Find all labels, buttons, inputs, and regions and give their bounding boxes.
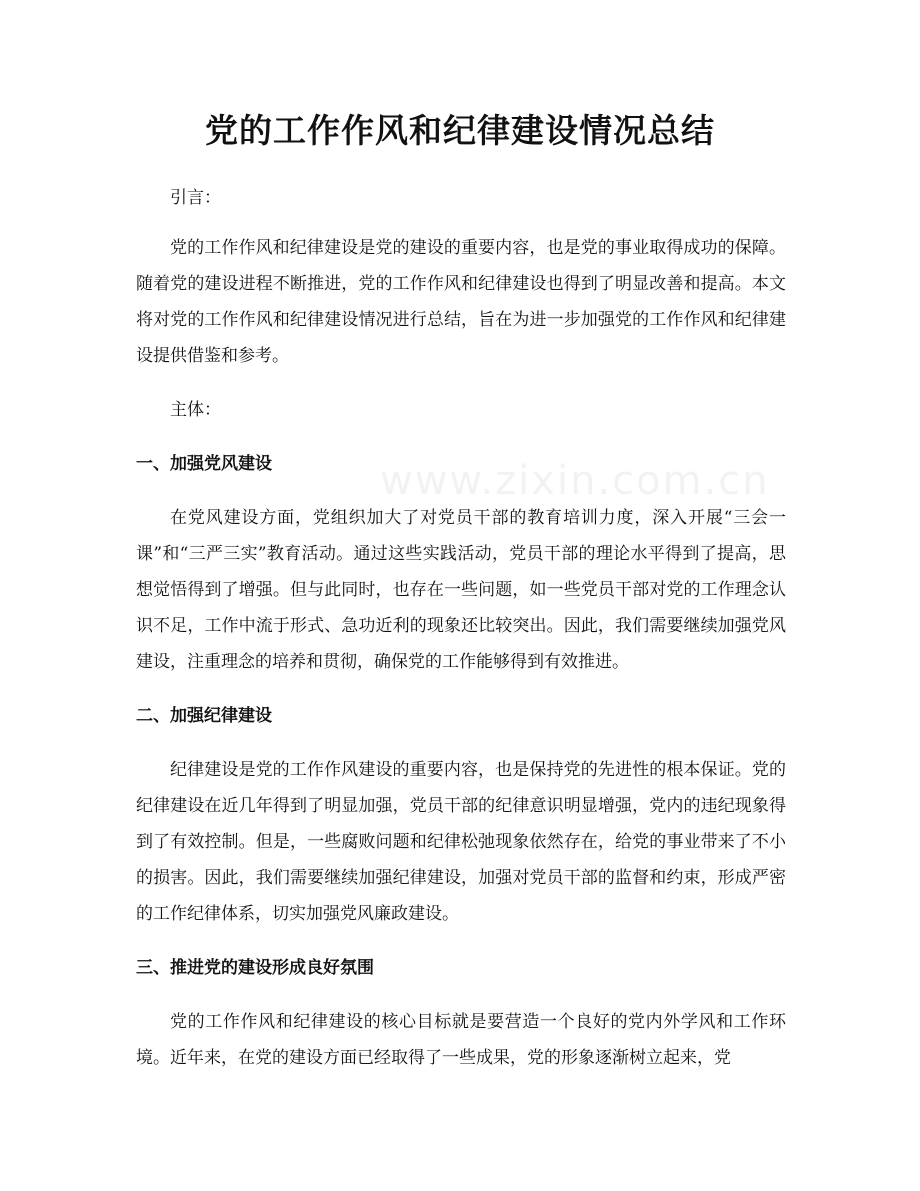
section-heading-3: 三、推进党的建设形成良好氛围 bbox=[136, 958, 374, 978]
document-title: 党的工作作风和纪律建设情况总结 bbox=[205, 111, 715, 150]
section-paragraph-2: 纪律建设是党的工作作风建设的重要内容，也是保持党的先进性的根本保证。党的纪律建设在近几年得到了明显加强，党员干部的纪律意识明显增强，党内的违纪现象得到了有效控制。但是，一些腐败问题和纪律松弛现象依然存在，给党的事业带来了不小的损害。因此，我们需要继续加强纪律建设，加强对党员干部的监督和约束，形成严密的工作纪律体系，切实加强党风廉政建设。 bbox=[136, 760, 786, 924]
body-label: 主体： bbox=[170, 400, 221, 420]
section-heading-1: 一、加强党风建设 bbox=[136, 454, 272, 474]
document-body bbox=[136, 180, 786, 1076]
section-paragraph-1: 在党风建设方面，党组织加大了对党员干部的教育培训力度，深入开展“三会一课”和“三严三实”教育活动。通过这些实践活动，党员干部的理论水平得到了提高，思想觉悟得到了增强。但与此同时，也存在一些问题，如一些党员干部对党的工作理念认识不足，工作中流于形式、急功近利的现象还比较突出。因此，我们需要继续加强党风建设，注重理念的培养和贯彻，确保党的工作能够得到有效推进。 bbox=[136, 508, 786, 672]
intro-label: 引言： bbox=[170, 188, 221, 208]
section-paragraph-3: 党的工作作风和纪律建设的核心目标就是要营造一个良好的党内外学风和工作环境。近年来，在党的建设方面已经取得了一些成果，党的形象逐渐树立起来，党 bbox=[136, 1012, 786, 1068]
section-heading-2: 二、加强纪律建设 bbox=[136, 706, 272, 726]
watermark: www.zixin.com.cn bbox=[380, 458, 770, 504]
intro-paragraph: 党的工作作风和纪律建设是党的建设的重要内容，也是党的事业取得成功的保障。随着党的建设进程不断推进，党的工作作风和纪律建设也得到了明显改善和提高。本文将对党的工作作风和纪律建设情况进行总结，旨在为进一步加强党的工作作风和纪律建设提供借鉴和参考。 bbox=[136, 238, 786, 366]
